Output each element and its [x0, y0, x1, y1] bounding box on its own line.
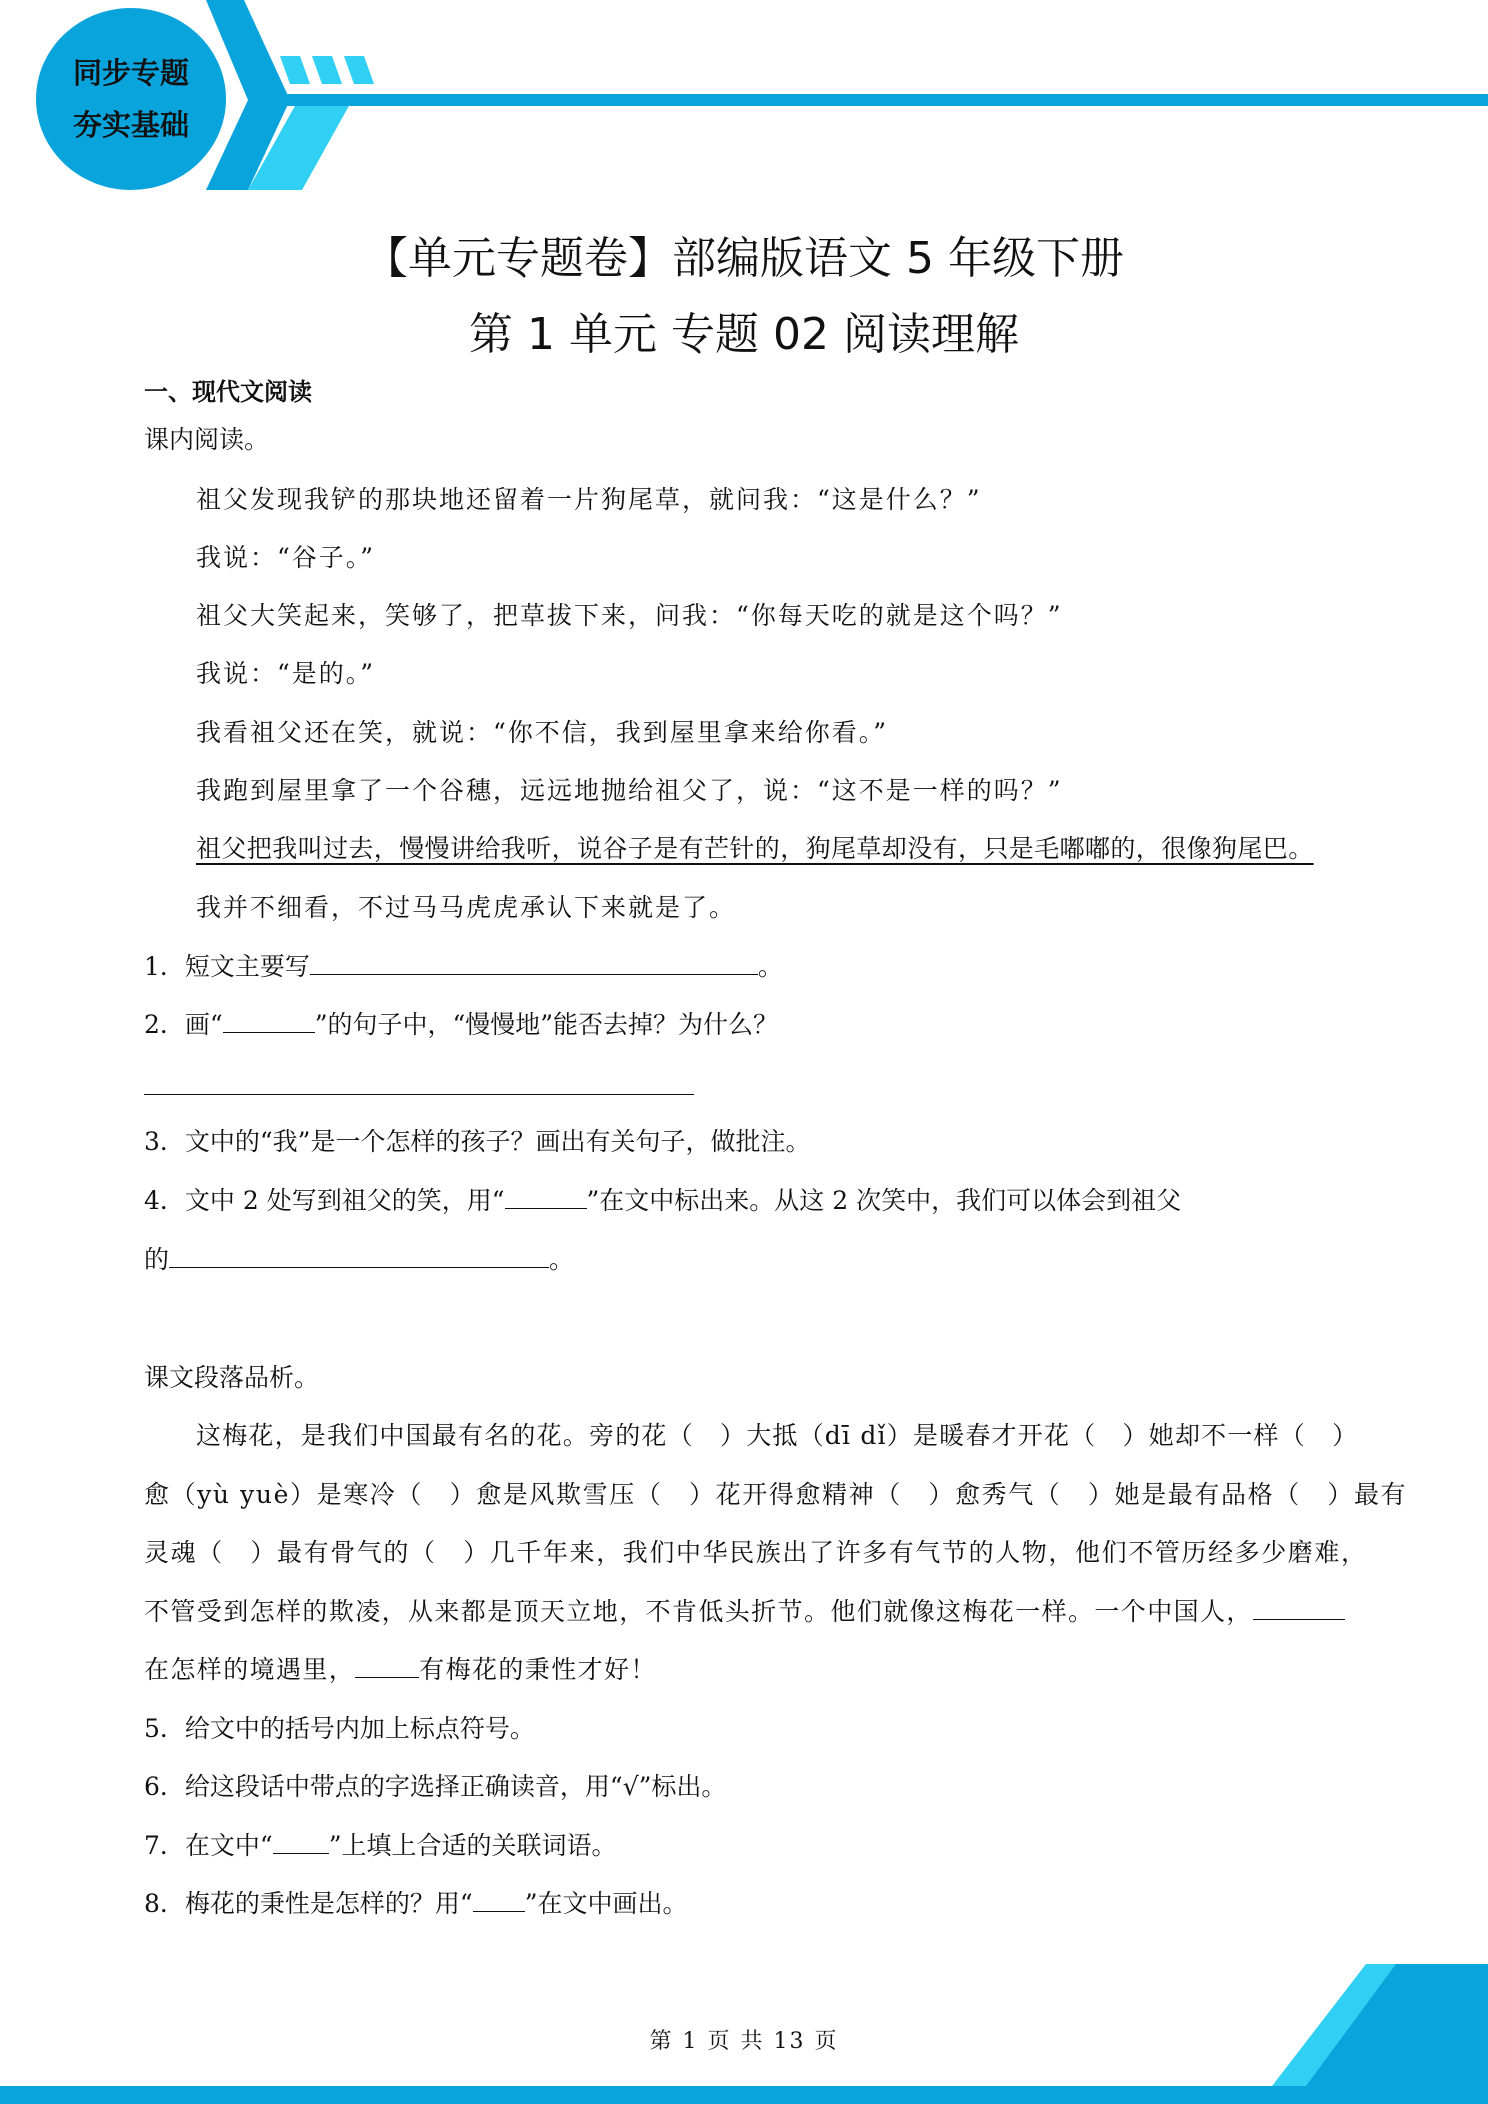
question-2: 2．画“ ”的句子中，“慢慢地”能否去掉？为什么？: [144, 1010, 779, 1039]
question-8: 8．梅花的秉性是怎样的？用“ ”在文中画出。: [144, 1889, 688, 1918]
passage-paragraph: 我说：“是的。”: [196, 659, 376, 688]
passage-line: 这梅花，是我们中国最有名的花。旁的花（ ）大抵（dī dǐ）是暖春才开花（ ）她却不一样（ ）: [196, 1421, 1359, 1450]
passage-paragraph: 我并不细看，不过马马虎虎承认下来就是了。: [196, 893, 737, 922]
page-subtitle: 第 1 单元 专题 02 阅读理解: [469, 309, 1019, 360]
badge-line-2: 夯实基础: [72, 108, 189, 142]
passage-line: 不管受到怎样的欺凌，从来都是顶天立地，不肯低头折节。他们就像这梅花一样。一个中国人，: [144, 1592, 1345, 1628]
question-3: 3．文中的“我”是一个怎样的孩子？画出有关句子，做批注。: [144, 1127, 811, 1156]
question-4-continued: 的 。: [144, 1245, 575, 1274]
reading-intro: 课内阅读。: [144, 425, 270, 454]
passage-paragraph: 祖父发现我铲的那块地还留着一片狗尾草，就问我：“这是什么？”: [196, 485, 982, 514]
analysis-intro: 课文段落品析。: [144, 1363, 320, 1392]
answer-blank[interactable]: [273, 1831, 329, 1854]
answer-blank[interactable]: [169, 1245, 549, 1268]
question-5: 5．给文中的括号内加上标点符号。: [144, 1714, 535, 1743]
question-7: 7．在文中“ ”上填上合适的关联词语。: [144, 1831, 617, 1860]
page-number: 第 1 页 共 13 页: [649, 2029, 839, 2054]
passage-line: 愈（yù yuè）是寒冷（ ）愈是风欺雪压（ ）花开得愈精神（ ）愈秀气（ ）她是最有品格（ ）最有: [144, 1480, 1408, 1509]
passage-paragraph: 我说：“谷子。”: [196, 543, 376, 572]
answer-blank[interactable]: [473, 1889, 525, 1912]
answer-blank[interactable]: [1253, 1597, 1345, 1620]
answer-line[interactable]: [144, 1094, 694, 1095]
answer-blank[interactable]: [310, 952, 758, 975]
question-1: 1．短文主要写 。: [144, 952, 783, 981]
answer-blank[interactable]: [505, 1186, 587, 1209]
answer-blank[interactable]: [355, 1655, 419, 1678]
question-4: 4．文中 2 处写到祖父的笑，用“ ”在文中标出来。从这 2 次笑中，我们可以体会到祖父: [144, 1186, 1182, 1215]
passage-line: 灵魂（ ）最有骨气的（ ）几千年来，我们中华民族出了许多有气节的人物，他们不管历经多少磨难，: [144, 1538, 1368, 1567]
badge-line-1: 同步专题: [72, 56, 189, 90]
underlined-sentence: 祖父把我叫过去，慢慢讲给我听，说谷子是有芒针的，狗尾草却没有，只是毛嘟嘟的，很像狗尾巴。: [196, 834, 1314, 863]
question-6: 6．给这段话中带点的字选择正确读音，用“√”标出。: [144, 1772, 727, 1801]
passage-line: 在怎样的境遇里， 有梅花的秉性才好！: [144, 1655, 657, 1684]
passage-paragraph: 我跑到屋里拿了一个谷穗，远远地抛给祖父了，说：“这不是一样的吗？”: [196, 776, 1063, 805]
passage-paragraph: 祖父大笑起来，笑够了，把草拔下来，问我：“你每天吃的就是这个吗？”: [196, 601, 1063, 630]
answer-blank[interactable]: [223, 1010, 315, 1033]
page-title: 【单元专题卷】部编版语文 5 年级下册: [364, 233, 1124, 284]
passage-paragraph: 我看祖父还在笑，就说：“你不信，我到屋里拿来给你看。”: [196, 718, 889, 747]
section-heading: 一、现代文阅读: [144, 378, 312, 406]
topic-badge: [36, 8, 226, 190]
